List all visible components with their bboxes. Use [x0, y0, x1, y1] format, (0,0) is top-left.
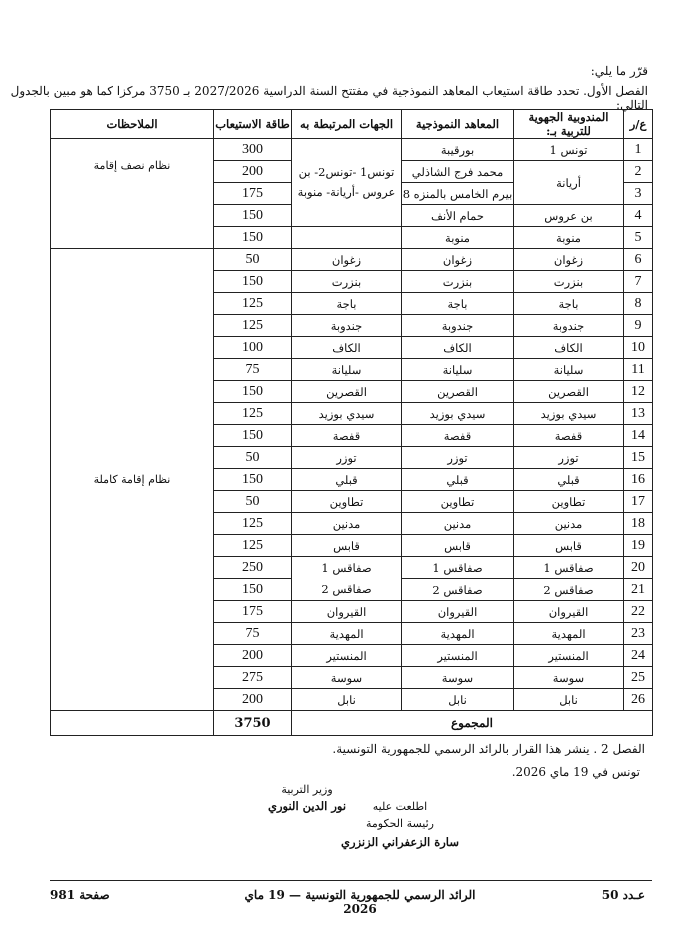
header-capacity: طاقة الاستيعاب: [214, 110, 292, 139]
region-cell: صفاقس 1: [514, 557, 624, 579]
row-number: 10: [624, 337, 653, 359]
region-cell: القصرين: [514, 381, 624, 403]
region-cell: سوسة: [514, 667, 624, 689]
region-cell: سيدي بوزيد: [514, 403, 624, 425]
capacity-cell: 200: [214, 161, 292, 183]
row-number: 11: [624, 359, 653, 381]
region-cell: نابل: [514, 689, 624, 711]
total-value: 3750: [214, 711, 292, 736]
linked-cell: سليانة: [292, 359, 402, 381]
linked-cell: قفصة: [292, 425, 402, 447]
region-cell: سليانة: [514, 359, 624, 381]
header-institute: المعاهد النموذجية: [402, 110, 514, 139]
linked-regions-group-text: تونس1 -تونس2- بن عروس -أريانة- منوبة: [297, 164, 396, 199]
institute-cell: محمد فرج الشاذلي: [402, 161, 514, 183]
capacity-cell: 250: [214, 557, 292, 579]
row-number: 2: [624, 161, 653, 183]
row-number: 15: [624, 447, 653, 469]
institute-cell: حمام الأنف: [402, 205, 514, 227]
linked-cell: مدنين: [292, 513, 402, 535]
capacity-cell: 50: [214, 249, 292, 271]
row-number: 9: [624, 315, 653, 337]
table-row: [51, 249, 653, 271]
capacity-cell: 300: [214, 139, 292, 161]
capacity-cell: 100: [214, 337, 292, 359]
region-cell: تطاوين: [514, 491, 624, 513]
prime-minister-name: سارة الزعفراني الزنزري: [341, 835, 459, 849]
row-number: 20: [624, 557, 653, 579]
institute-cell: بورقيبة: [402, 139, 514, 161]
header-number: ع/ر: [624, 110, 653, 139]
region-cell: بنزرت: [514, 271, 624, 293]
row-number: 17: [624, 491, 653, 513]
row-number: 3: [624, 183, 653, 205]
prime-minister-title: رئيسة الحكومة: [366, 817, 434, 830]
capacity-cell: 50: [214, 447, 292, 469]
institute-cell: سليانة: [402, 359, 514, 381]
capacity-cell: 150: [214, 205, 292, 227]
header-region: المندوبية الجهوية للتربية بـ:: [514, 110, 624, 139]
row-number: 6: [624, 249, 653, 271]
seen-note: اطلعت عليه: [372, 800, 428, 813]
region-cell: قبلي: [514, 469, 624, 491]
region-cell: القيروان: [514, 601, 624, 623]
capacity-cell: 175: [214, 601, 292, 623]
institute-cell: توزر: [402, 447, 514, 469]
decision-heading: قرّر ما يلي:: [590, 64, 648, 78]
institute-cell: مدنين: [402, 513, 514, 535]
capacity-cell: 150: [214, 469, 292, 491]
institute-cell: زغوان: [402, 249, 514, 271]
capacity-cell: 150: [214, 227, 292, 249]
row-number: 12: [624, 381, 653, 403]
header-linked: الجهات المرتبطة به: [292, 110, 402, 139]
total-label: المجموع: [292, 711, 653, 736]
capacity-cell: 125: [214, 403, 292, 425]
row-number: 26: [624, 689, 653, 711]
institute-cell: قابس: [402, 535, 514, 557]
row-number: 21: [624, 579, 653, 601]
total-row: [51, 711, 653, 736]
institute-cell: المهدية: [402, 623, 514, 645]
institute-cell: تطاوين: [402, 491, 514, 513]
row-number: 1: [624, 139, 653, 161]
region-cell: المهدية: [514, 623, 624, 645]
linked-sfax-2: صفاقس 2: [321, 581, 372, 596]
row-number: 14: [624, 425, 653, 447]
linked-cell: باجة: [292, 293, 402, 315]
institute-cell: المنستير: [402, 645, 514, 667]
linked-cell: قبلي: [292, 469, 402, 491]
linked-cell-sfax: [292, 557, 402, 601]
linked-cell: القصرين: [292, 381, 402, 403]
capacity-cell: 125: [214, 535, 292, 557]
row-number: 23: [624, 623, 653, 645]
linked-cell: سيدي بوزيد: [292, 403, 402, 425]
institute-cell: جندوبة: [402, 315, 514, 337]
row-number: 8: [624, 293, 653, 315]
capacity-table: [50, 109, 653, 736]
row-number: 13: [624, 403, 653, 425]
linked-regions-group-cell: [292, 139, 402, 227]
linked-cell: جندوبة: [292, 315, 402, 337]
capacity-cell: 150: [214, 425, 292, 447]
institute-cell: قبلي: [402, 469, 514, 491]
linked-cell: [292, 227, 402, 249]
capacity-cell: 75: [214, 623, 292, 645]
region-cell-ariana: أريانة: [514, 161, 624, 205]
region-cell: قفصة: [514, 425, 624, 447]
linked-cell: سوسة: [292, 667, 402, 689]
region-cell: قابس: [514, 535, 624, 557]
table-header-row: [51, 110, 653, 139]
row-number: 4: [624, 205, 653, 227]
capacity-cell: 150: [214, 381, 292, 403]
region-cell: الكاف: [514, 337, 624, 359]
institute-cell: بنزرت: [402, 271, 514, 293]
region-cell: مدنين: [514, 513, 624, 535]
institute-cell: سوسة: [402, 667, 514, 689]
row-number: 5: [624, 227, 653, 249]
institute-cell: نابل: [402, 689, 514, 711]
linked-cell: تطاوين: [292, 491, 402, 513]
note-half-board: نظام نصف إقامة: [51, 139, 214, 249]
minister-name: نور الدين النوري: [267, 799, 347, 813]
capacity-cell: 200: [214, 689, 292, 711]
capacity-cell: 150: [214, 271, 292, 293]
capacity-cell: 125: [214, 513, 292, 535]
region-cell: بن عروس: [514, 205, 624, 227]
institute-cell: منوبة: [402, 227, 514, 249]
header-notes: الملاحظات: [51, 110, 214, 139]
article-2-text: الفصل 2 . ينشر هذا القرار بالرائد الرسمي للجمهورية التونسية.: [332, 742, 645, 756]
region-cell: منوبة: [514, 227, 624, 249]
row-number: 18: [624, 513, 653, 535]
institute-cell: صفاقس 1: [402, 557, 514, 579]
region-cell: تونس 1: [514, 139, 624, 161]
linked-cell: قابس: [292, 535, 402, 557]
capacity-cell: 175: [214, 183, 292, 205]
table-row: [51, 139, 653, 161]
institute-cell: الكاف: [402, 337, 514, 359]
prime-minister-signature-block: [335, 800, 465, 849]
footer-divider: [50, 880, 652, 881]
institute-cell: باجة: [402, 293, 514, 315]
footer-journal-title: الرائد الرسمي للجمهورية التونسية — 19 ماي 2026: [244, 888, 476, 916]
institute-cell: القصرين: [402, 381, 514, 403]
linked-cell: بنزرت: [292, 271, 402, 293]
region-cell: باجة: [514, 293, 624, 315]
institute-cell: صفاقس 2: [402, 579, 514, 601]
institute-cell: قفصة: [402, 425, 514, 447]
region-cell: صفاقس 2: [514, 579, 624, 601]
region-cell: توزر: [514, 447, 624, 469]
institute-cell: سيدي بوزيد: [402, 403, 514, 425]
linked-sfax-1: صفاقس 1: [321, 560, 372, 575]
capacity-cell: 150: [214, 579, 292, 601]
capacity-cell: 125: [214, 293, 292, 315]
linked-cell: زغوان: [292, 249, 402, 271]
region-cell: زغوان: [514, 249, 624, 271]
row-number: 16: [624, 469, 653, 491]
row-number: 7: [624, 271, 653, 293]
row-number: 24: [624, 645, 653, 667]
institute-cell: بيرم الخامس بالمنزه 8: [402, 183, 514, 205]
footer-page-number: صفحة 981: [50, 888, 110, 902]
linked-cell: توزر: [292, 447, 402, 469]
capacity-cell: 275: [214, 667, 292, 689]
total-notes-empty: [51, 711, 214, 736]
row-number: 22: [624, 601, 653, 623]
footer-issue-number: عـدد 50: [601, 888, 645, 902]
signing-date: تونس في 19 ماي 2026.: [511, 765, 640, 779]
region-cell: المنستير: [514, 645, 624, 667]
capacity-cell: 125: [214, 315, 292, 337]
note-full-board: نظام إقامة كاملة: [51, 249, 214, 711]
row-number: 25: [624, 667, 653, 689]
article-1-text: الفصل الأول. تحدد طاقة استيعاب المعاهد النموذجية في مفتتح السنة الدراسية 2027/2026 بـ 3750 مركزا كما هو مبين بالجدول التالي:: [10, 84, 648, 112]
linked-cell: المنستير: [292, 645, 402, 667]
linked-cell: نابل: [292, 689, 402, 711]
minister-title: وزير التربية: [281, 783, 333, 796]
capacity-cell: 75: [214, 359, 292, 381]
capacity-cell: 50: [214, 491, 292, 513]
institute-cell: القيروان: [402, 601, 514, 623]
region-cell: جندوبة: [514, 315, 624, 337]
linked-cell: المهدية: [292, 623, 402, 645]
row-number: 19: [624, 535, 653, 557]
linked-cell: الكاف: [292, 337, 402, 359]
capacity-cell: 200: [214, 645, 292, 667]
linked-cell: القيروان: [292, 601, 402, 623]
